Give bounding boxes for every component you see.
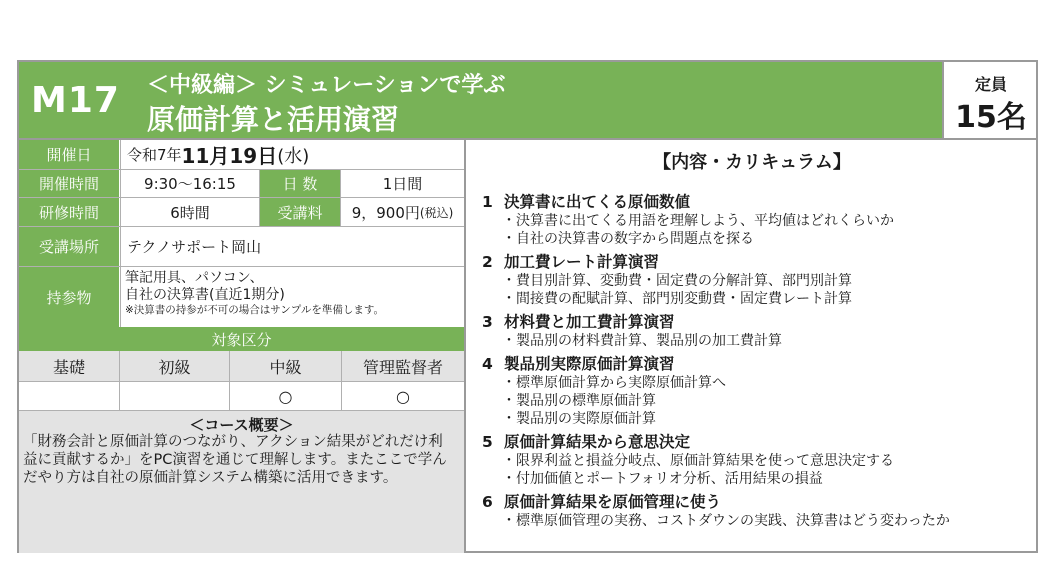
fee-label: 受講料 bbox=[260, 198, 340, 226]
time-value: 9:30～16:15 bbox=[144, 175, 236, 193]
date-main: 11月19日 bbox=[181, 144, 278, 168]
curriculum-section-heading bbox=[482, 354, 1032, 374]
curriculum-item: ・製品別の材料費計算、製品別の加工費計算 bbox=[502, 333, 782, 349]
capacity-label: 定員 bbox=[974, 75, 1007, 94]
mark-basic bbox=[19, 381, 119, 411]
fee-tax: (税込) bbox=[419, 205, 454, 220]
level-intermediate: 中級 bbox=[230, 351, 341, 381]
curriculum-panel bbox=[466, 140, 1038, 553]
mark-beginner bbox=[120, 381, 229, 411]
curriculum-item: ・自社の決算書の数字から問題点を探る bbox=[502, 231, 754, 247]
capacity-box bbox=[942, 62, 1038, 138]
section-number: 1 bbox=[482, 193, 493, 211]
curriculum-item: ・付加価値とポートフォリオ分析、活用結果の損益 bbox=[502, 471, 823, 487]
section-title: 加工費レート計算演習 bbox=[504, 253, 660, 271]
section-title: 原価計算結果を原価管理に使う bbox=[504, 493, 722, 511]
target-heading: 対象区分 bbox=[19, 327, 464, 351]
overview-title: ＜コース概要＞ bbox=[189, 416, 294, 434]
curriculum-item: ・間接費の配賦計算、部門別変動費・固定費レート計算 bbox=[502, 291, 852, 307]
curriculum-item: ・製品別の標準原価計算 bbox=[502, 393, 656, 409]
curriculum-list bbox=[482, 192, 1032, 530]
section-number: 5 bbox=[482, 433, 493, 451]
curriculum-section-heading bbox=[482, 312, 1032, 332]
overview-line: 益に貢献するか」をPC演習を通じて理解します。またここで学ん bbox=[23, 452, 447, 468]
section-number: 6 bbox=[482, 493, 493, 511]
curriculum-section-heading bbox=[482, 432, 1032, 452]
time-label: 開催時間 bbox=[19, 170, 119, 197]
mark-manager: ○ bbox=[396, 386, 410, 406]
venue-label: 受講場所 bbox=[19, 227, 119, 266]
overview-line: 「財務会計と原価計算のつながり、アクション結果がどれだけ利 bbox=[23, 434, 443, 450]
course-header bbox=[19, 62, 942, 138]
curriculum-item: ・標準原価管理の実務、コストダウンの実践、決算書はどう変わったか bbox=[502, 513, 950, 529]
overview-body bbox=[23, 433, 461, 487]
venue-value: テクノサポート岡山 bbox=[127, 238, 262, 256]
curriculum-item: ・決算書に出てくる用語を理解しよう、平均値はどれくらいか bbox=[502, 213, 894, 229]
curriculum-section-heading bbox=[482, 492, 1032, 512]
section-number: 4 bbox=[482, 355, 493, 373]
course-subtitle: ＜中級編＞ シミュレーションで学ぶ bbox=[147, 73, 506, 98]
course-code: M17 bbox=[31, 80, 120, 121]
curriculum-item: ・限界利益と損益分岐点、原価計算結果を使って意思決定する bbox=[502, 453, 894, 469]
curriculum-section-heading bbox=[482, 252, 1032, 272]
items-note: ※決算書の持参が不可の場合はサンプルを準備します。 bbox=[125, 304, 385, 316]
section-number: 2 bbox=[482, 253, 493, 271]
curriculum-title: 【内容・カリキュラム】 bbox=[653, 152, 851, 173]
curriculum-item: ・費目別計算、変動費・固定費の分解計算、部門別計算 bbox=[502, 273, 852, 289]
date-weekday: (水) bbox=[277, 145, 310, 167]
level-beginner: 初級 bbox=[120, 351, 229, 381]
date-era: 令和7年 bbox=[127, 146, 182, 164]
mark-intermediate: ○ bbox=[278, 386, 293, 406]
curriculum-item: ・標準原価計算から実際原価計算へ bbox=[502, 375, 726, 391]
days-label: 日 数 bbox=[260, 170, 340, 197]
curriculum-item: ・製品別の実際原価計算 bbox=[502, 411, 656, 427]
overview-line: だやり方は自社の原価計算システム構築に活用できます。 bbox=[23, 470, 398, 486]
date-label: 開催日 bbox=[19, 140, 119, 169]
section-title: 原価計算結果から意思決定 bbox=[504, 433, 691, 451]
fee-value bbox=[341, 198, 464, 226]
course-card bbox=[17, 60, 1038, 553]
course-overview bbox=[19, 411, 464, 553]
capacity-value: 15名 bbox=[955, 100, 1027, 135]
section-title: 製品別実際原価計算演習 bbox=[504, 355, 675, 373]
section-number: 3 bbox=[482, 313, 493, 331]
section-title: 材料費と加工費計算演習 bbox=[504, 313, 675, 331]
curriculum-section-heading bbox=[482, 192, 1032, 212]
level-basic: 基礎 bbox=[19, 351, 119, 381]
items-line2: 自社の決算書(直近1期分) bbox=[125, 287, 285, 303]
date-value bbox=[121, 140, 464, 169]
section-title: 決算書に出てくる原価数値 bbox=[504, 193, 691, 211]
fee-amount: 9，900円 bbox=[351, 203, 420, 222]
hours-label: 研修時間 bbox=[19, 198, 119, 226]
course-title: 原価計算と活用演習 bbox=[147, 103, 400, 136]
items-value bbox=[121, 267, 464, 327]
days-value: 1日間 bbox=[382, 175, 423, 193]
level-manager: 管理監督者 bbox=[342, 351, 464, 381]
items-label: 持参物 bbox=[19, 267, 119, 327]
items-line1: 筆記用具、パソコン、 bbox=[125, 270, 264, 286]
hours-value: 6時間 bbox=[170, 203, 210, 222]
